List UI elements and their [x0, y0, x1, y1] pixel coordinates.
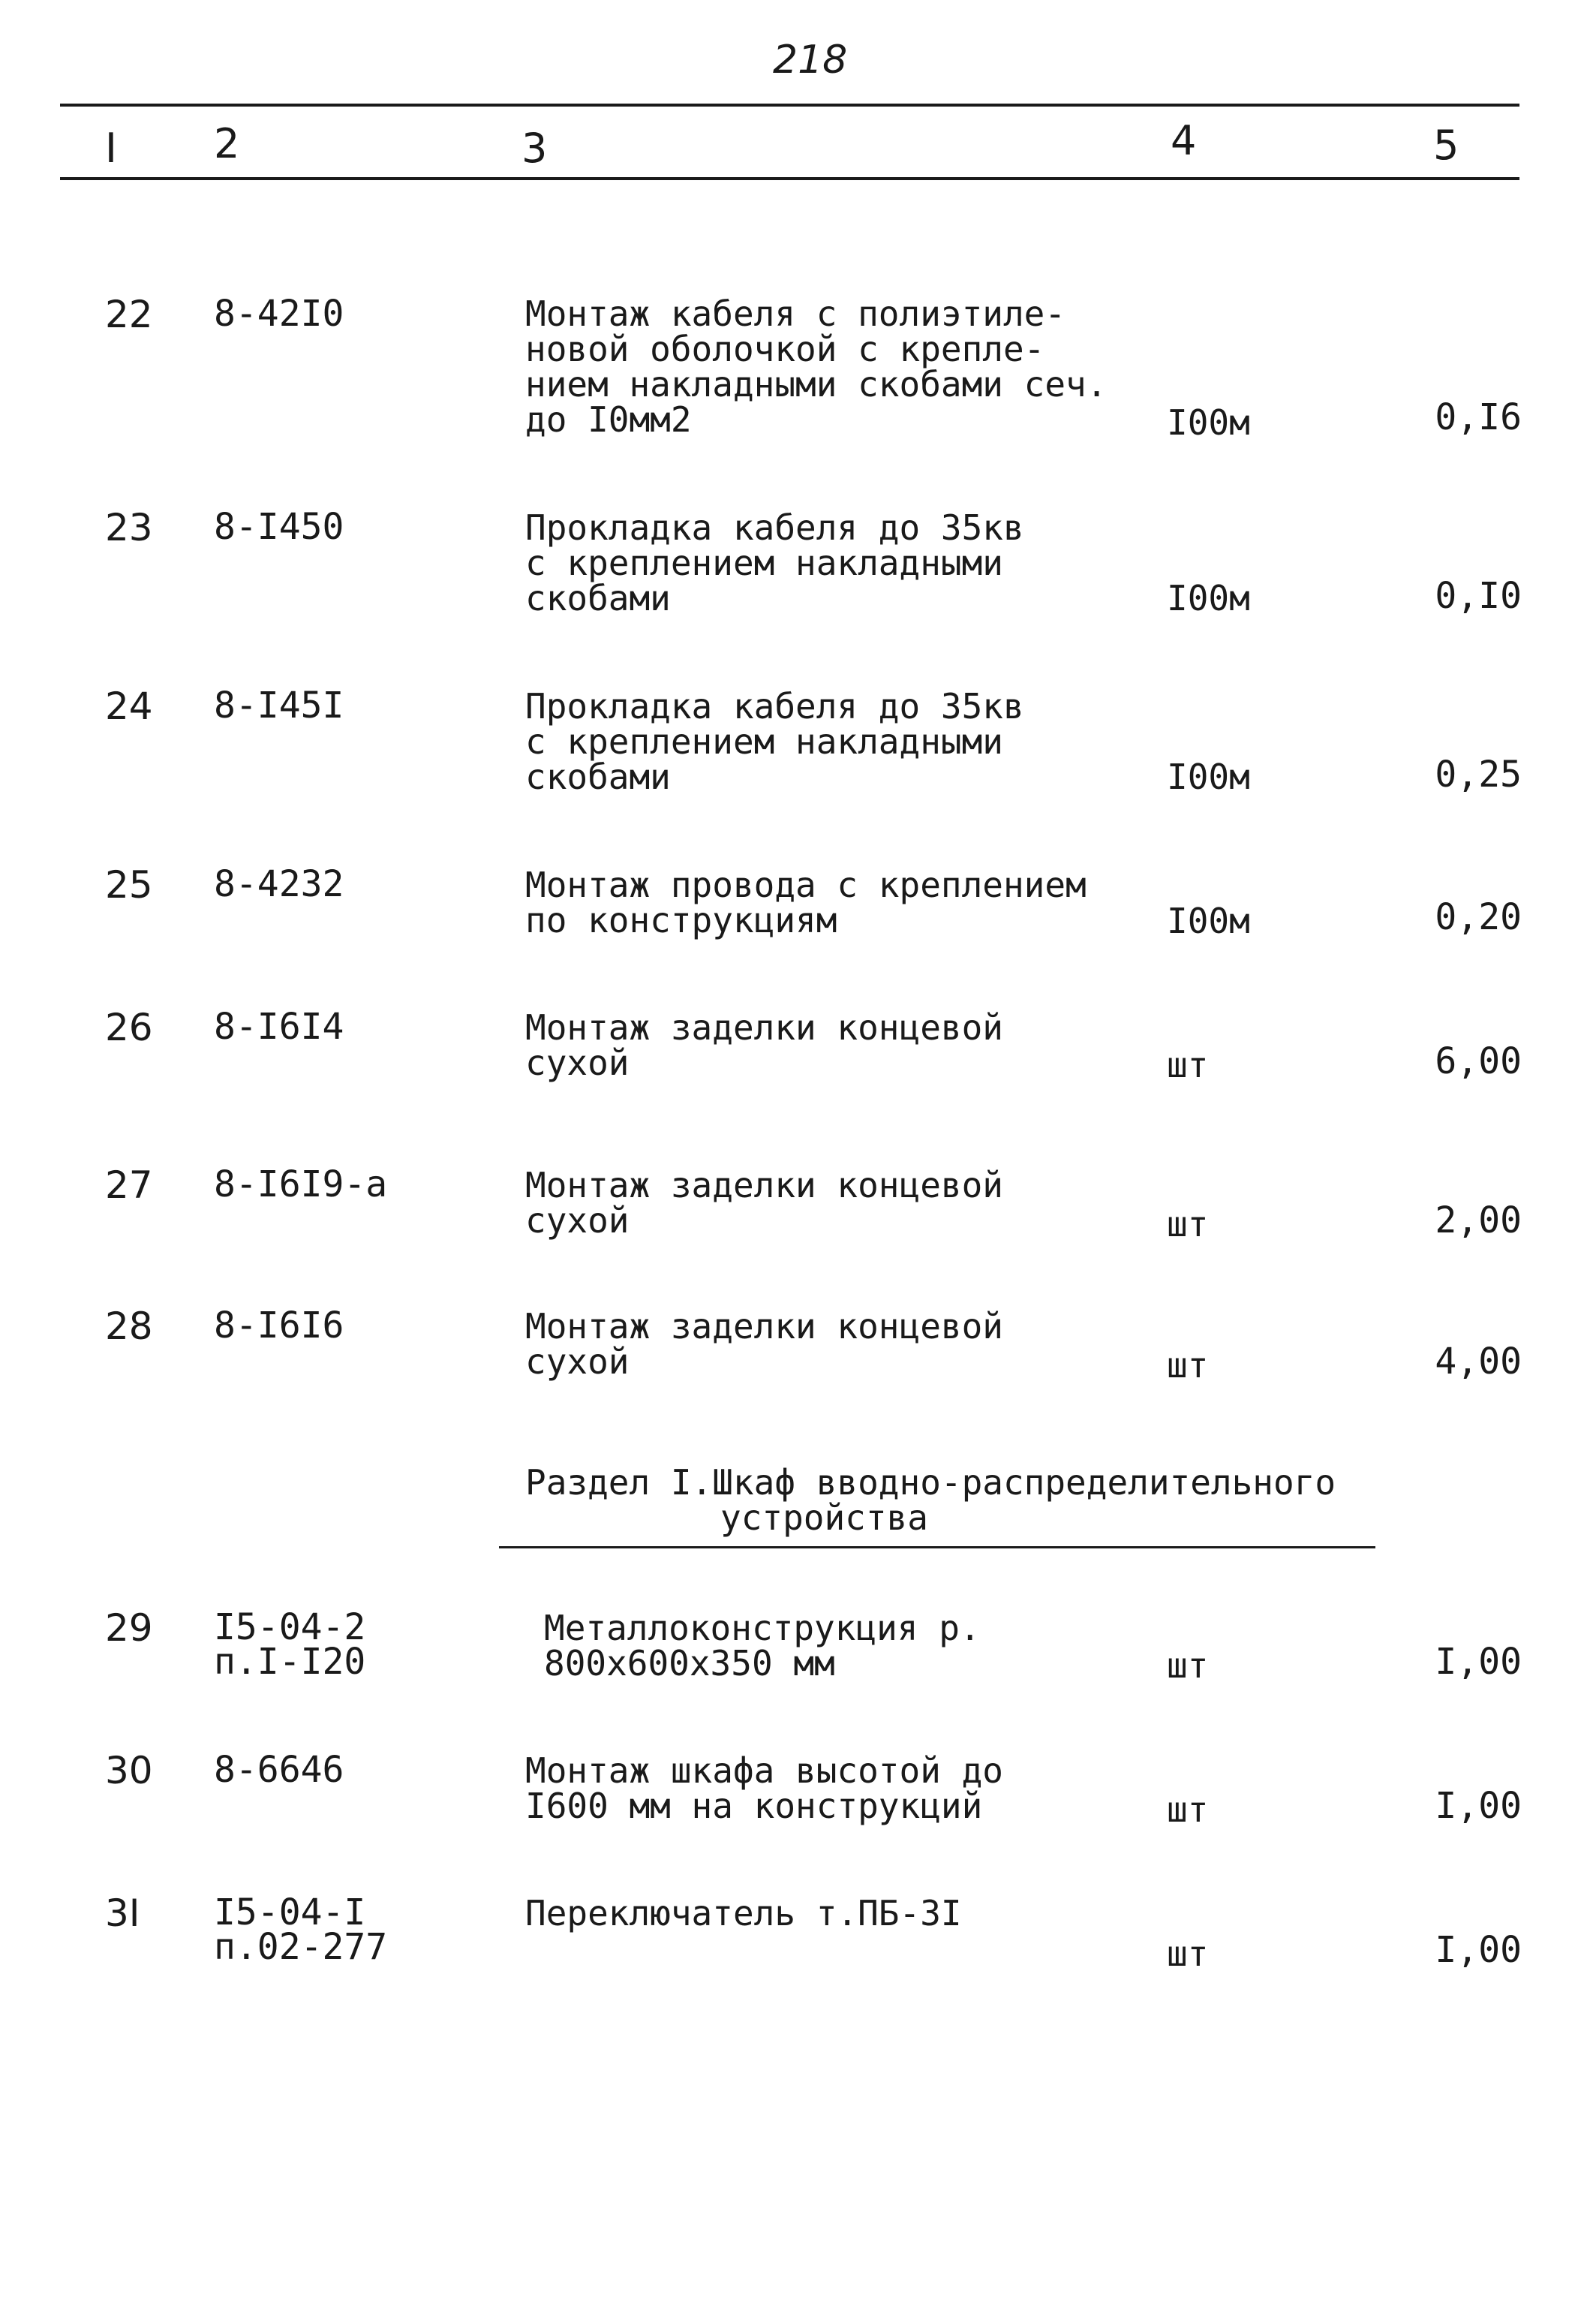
- row-code: 8-4232: [214, 863, 344, 905]
- row-description-line: Металлоконструкция р.: [544, 1608, 981, 1648]
- row-description-line: скобами: [525, 578, 671, 618]
- row-description-line: Монтаж заделки концевой: [525, 1306, 1003, 1347]
- row-description-line: Монтаж провода с креплением: [525, 865, 1087, 905]
- section-underline: [499, 1546, 1375, 1548]
- row-description-line: по конструкциям: [525, 900, 837, 940]
- row-code: п.02-277: [214, 1926, 388, 1968]
- row-description-line: новой оболочкой с крепле-: [525, 329, 1045, 369]
- row-code: I5-04-2: [214, 1606, 366, 1648]
- row-description-line: сухой: [525, 1200, 630, 1241]
- row-quantity: I,00: [1435, 1929, 1522, 1971]
- header-top-rule: [60, 104, 1519, 107]
- row-code: 8-42I0: [214, 293, 344, 335]
- row-unit: шт: [1167, 1204, 1209, 1244]
- row-description-line: Прокладка кабеля до 35кв: [525, 507, 1024, 548]
- row-description-line: Монтаж заделки концевой: [525, 1165, 1003, 1205]
- row-description-line: с креплением накладными: [525, 721, 1003, 762]
- row-description-line: 800х600х350 мм: [544, 1643, 835, 1684]
- row-number: 25: [105, 863, 153, 907]
- row-unit: шт: [1167, 1045, 1209, 1085]
- row-unit: I00м: [1167, 402, 1250, 443]
- row-quantity: 4,00: [1435, 1341, 1522, 1383]
- row-number: 27: [105, 1163, 153, 1207]
- row-quantity: 0,I0: [1435, 575, 1522, 617]
- row-number: 3I: [105, 1891, 140, 1935]
- row-code: 8-I6I4: [214, 1006, 344, 1048]
- row-number: 30: [105, 1749, 153, 1792]
- row-quantity: 2,00: [1435, 1199, 1522, 1241]
- row-number: 29: [105, 1606, 153, 1650]
- page-number: 218: [773, 38, 848, 83]
- row-quantity: 0,25: [1435, 754, 1522, 796]
- row-number: 22: [105, 293, 153, 336]
- section-heading: Раздел I.Шкаф вводно-распределительного: [525, 1462, 1336, 1503]
- header-col-1: I: [105, 125, 117, 172]
- row-unit: шт: [1167, 1789, 1209, 1830]
- row-description-line: Монтаж шкафа высотой до: [525, 1750, 1003, 1791]
- row-unit: шт: [1167, 1645, 1209, 1686]
- row-quantity: 0,I6: [1435, 396, 1522, 438]
- row-description-line: Монтаж кабеля с полиэтиле-: [525, 293, 1066, 334]
- header-col-3: 3: [521, 125, 548, 172]
- row-quantity: 6,00: [1435, 1040, 1522, 1082]
- row-unit: I00м: [1167, 578, 1250, 618]
- row-unit: I00м: [1167, 901, 1250, 941]
- row-description-line: Переключатель т.ПБ-3I: [525, 1893, 962, 1933]
- row-code: 8-I6I6: [214, 1304, 344, 1347]
- row-number: 26: [105, 1006, 153, 1049]
- row-description-line: Монтаж заделки концевой: [525, 1007, 1003, 1048]
- row-code: 8-I45I: [214, 685, 344, 727]
- row-code: 8-I6I9-а: [214, 1163, 388, 1205]
- row-description-line: с креплением накладными: [525, 543, 1003, 583]
- row-number: 28: [105, 1304, 153, 1348]
- row-unit: I00м: [1167, 757, 1250, 797]
- row-description-line: Прокладка кабеля до 35кв: [525, 686, 1024, 727]
- row-description-line: I600 мм на конструкций: [525, 1786, 983, 1826]
- row-description-line: нием накладными скобами сеч.: [525, 364, 1108, 405]
- row-unit: шт: [1167, 1345, 1209, 1386]
- header-col-2: 2: [214, 120, 240, 167]
- row-description-line: сухой: [525, 1043, 630, 1083]
- row-unit: шт: [1167, 1933, 1209, 1974]
- row-description-line: сухой: [525, 1341, 630, 1382]
- row-quantity: 0,20: [1435, 896, 1522, 938]
- row-description-line: до I0мм2: [525, 399, 692, 440]
- row-quantity: I,00: [1435, 1641, 1522, 1683]
- section-heading-line2: устройства: [720, 1497, 928, 1538]
- row-quantity: I,00: [1435, 1785, 1522, 1827]
- row-code: п.I-I20: [214, 1641, 366, 1683]
- row-code: 8-6646: [214, 1749, 344, 1791]
- row-code: 8-I450: [214, 506, 344, 548]
- header-col-4: 4: [1171, 117, 1197, 164]
- row-description-line: скобами: [525, 757, 671, 797]
- row-code: I5-04-I: [214, 1891, 366, 1933]
- row-number: 24: [105, 685, 153, 728]
- row-number: 23: [105, 506, 153, 549]
- header-bottom-rule: [60, 177, 1519, 180]
- header-col-5: 5: [1433, 122, 1459, 169]
